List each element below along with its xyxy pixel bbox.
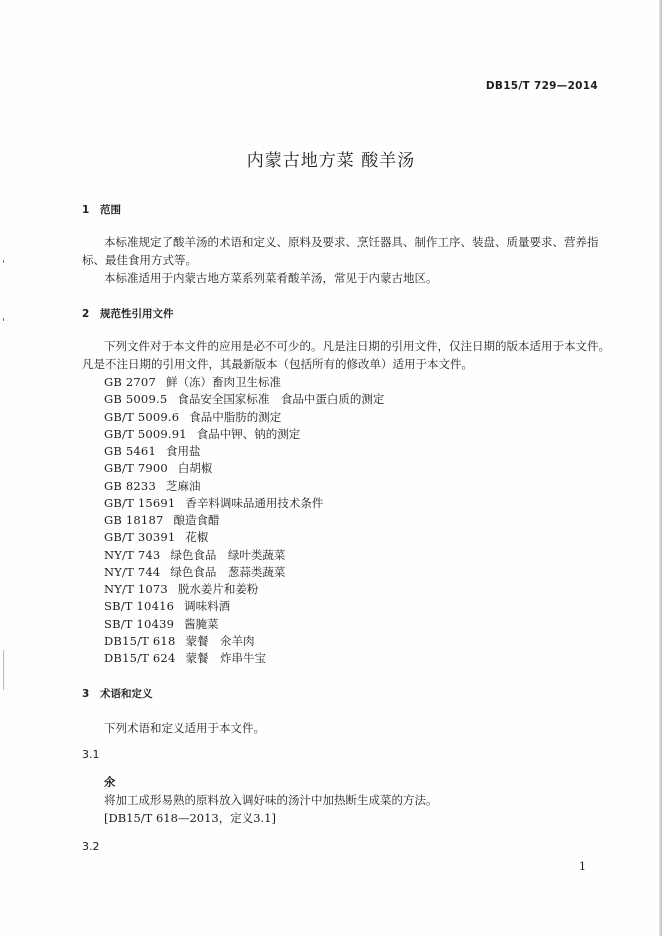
reference-item [104, 598, 384, 615]
reference-item [104, 426, 384, 443]
reference-code: DB15/T 624 [104, 651, 176, 665]
term-3-1-term: 氽 [104, 775, 116, 789]
section-2-intro-line2: 凡是不注日期的引用文件，其最新版本（包括所有的修改单）适用于本文件。 [82, 357, 473, 371]
reference-title: 芝麻油 [165, 478, 201, 493]
term-3-1-definition: 将加工成形易熟的原料放入调好味的汤汁中加热断生成菜的方法。 [104, 793, 438, 807]
section-title: 范围 [100, 204, 121, 216]
reference-item [104, 391, 384, 408]
reference-code: GB/T 5009.6 [104, 409, 180, 424]
reference-item [104, 616, 384, 633]
reference-code: GB 2707 [104, 375, 156, 389]
section-1-para2: 本标准适用于内蒙古地方菜系列菜肴酸羊汤，常见于内蒙古地区。 [104, 271, 438, 285]
reference-title: 调味料酒 [184, 599, 231, 614]
reference-title: 白胡椒 [177, 461, 213, 476]
section-title: 术语和定义 [100, 688, 153, 700]
reference-item [104, 633, 384, 650]
reference-item [104, 478, 384, 495]
reference-item [104, 374, 384, 391]
scan-speck [3, 260, 4, 263]
term-3-1-source: [DB15/T 618—2013，定义3.1] [104, 811, 276, 825]
reference-title: 食品安全国家标准 食品中蛋白质的测定 [177, 392, 385, 407]
section-1-para1-line1: 本标准规定了酸羊汤的术语和定义、原料及要求、烹饪器具、制作工序、装盘、质量要求、营养指 [104, 235, 599, 249]
reference-title: 食品中钾、钠的测定 [196, 426, 301, 441]
reference-code: GB 5009.5 [104, 392, 168, 407]
reference-title: 酿造食醋 [173, 513, 220, 527]
reference-item [104, 564, 384, 581]
section-2-heading [82, 306, 174, 321]
reference-code: GB 8233 [104, 478, 156, 493]
section-1-heading [82, 202, 121, 217]
reference-code: DB15/T 618 [104, 633, 176, 648]
term-3-2-number: 3.2 [82, 840, 100, 853]
reference-code: NY/T 1073 [104, 582, 168, 596]
reference-title: 鲜（冻）畜肉卫生标准 [165, 375, 281, 389]
reference-code: SB/T 10439 [104, 616, 175, 631]
normative-references-list [104, 374, 384, 667]
scan-speck [3, 650, 4, 690]
section-2-intro-line1: 下列文件对于本文件的应用是必不可少的。凡是注日期的引用文件，仅注日期的版本适用于本文件。 [104, 339, 610, 353]
section-3-heading [82, 686, 153, 701]
reference-item [104, 529, 384, 546]
reference-title: 食品中脂肪的测定 [189, 409, 282, 424]
reference-item [104, 460, 384, 477]
reference-item [104, 512, 384, 529]
document-title: 内蒙古地方菜 酸羊汤 [246, 151, 416, 171]
reference-item [104, 443, 384, 460]
reference-title: 酱腌菜 [184, 616, 219, 631]
reference-item [104, 547, 384, 564]
reference-title: 花椒 [185, 530, 209, 545]
section-number: 1 [82, 204, 90, 216]
reference-item [104, 495, 384, 512]
reference-code: GB 5461 [104, 444, 156, 458]
reference-title: 蒙餐 氽羊肉 [185, 633, 255, 648]
section-number: 3 [82, 688, 90, 700]
reference-code: GB 18187 [104, 513, 164, 527]
scan-speck [3, 318, 4, 321]
reference-code: NY/T 743 [104, 547, 161, 562]
reference-title: 绿色食品 葱蒜类蔬菜 [170, 564, 286, 579]
reference-code: GB/T 7900 [104, 461, 168, 476]
reference-item [104, 409, 384, 426]
section-title: 规范性引用文件 [100, 308, 174, 320]
reference-item [104, 581, 384, 598]
section-3-intro: 下列术语和定义适用于本文件。 [104, 721, 265, 735]
reference-title: 食用盐 [165, 444, 201, 458]
page-number: 1 [579, 860, 586, 873]
reference-code: GB/T 5009.91 [104, 426, 187, 441]
section-number: 2 [82, 308, 90, 320]
document-code: DB15/T 729—2014 [485, 80, 598, 92]
section-1-para1-line2: 标、最佳食用方式等。 [82, 253, 197, 267]
reference-code: GB/T 15691 [104, 495, 176, 510]
reference-title: 蒙餐 炸串牛宝 [185, 651, 266, 665]
reference-code: GB/T 30391 [104, 530, 176, 545]
reference-title: 香辛料调味品通用技术条件 [185, 495, 324, 510]
reference-code: NY/T 744 [104, 564, 161, 579]
reference-title: 脱水姜片和姜粉 [177, 582, 259, 596]
reference-title: 绿色食品 绿叶类蔬菜 [170, 547, 286, 562]
term-3-1-number: 3.1 [82, 748, 100, 761]
reference-item [104, 650, 384, 667]
reference-code: SB/T 10416 [104, 599, 175, 614]
